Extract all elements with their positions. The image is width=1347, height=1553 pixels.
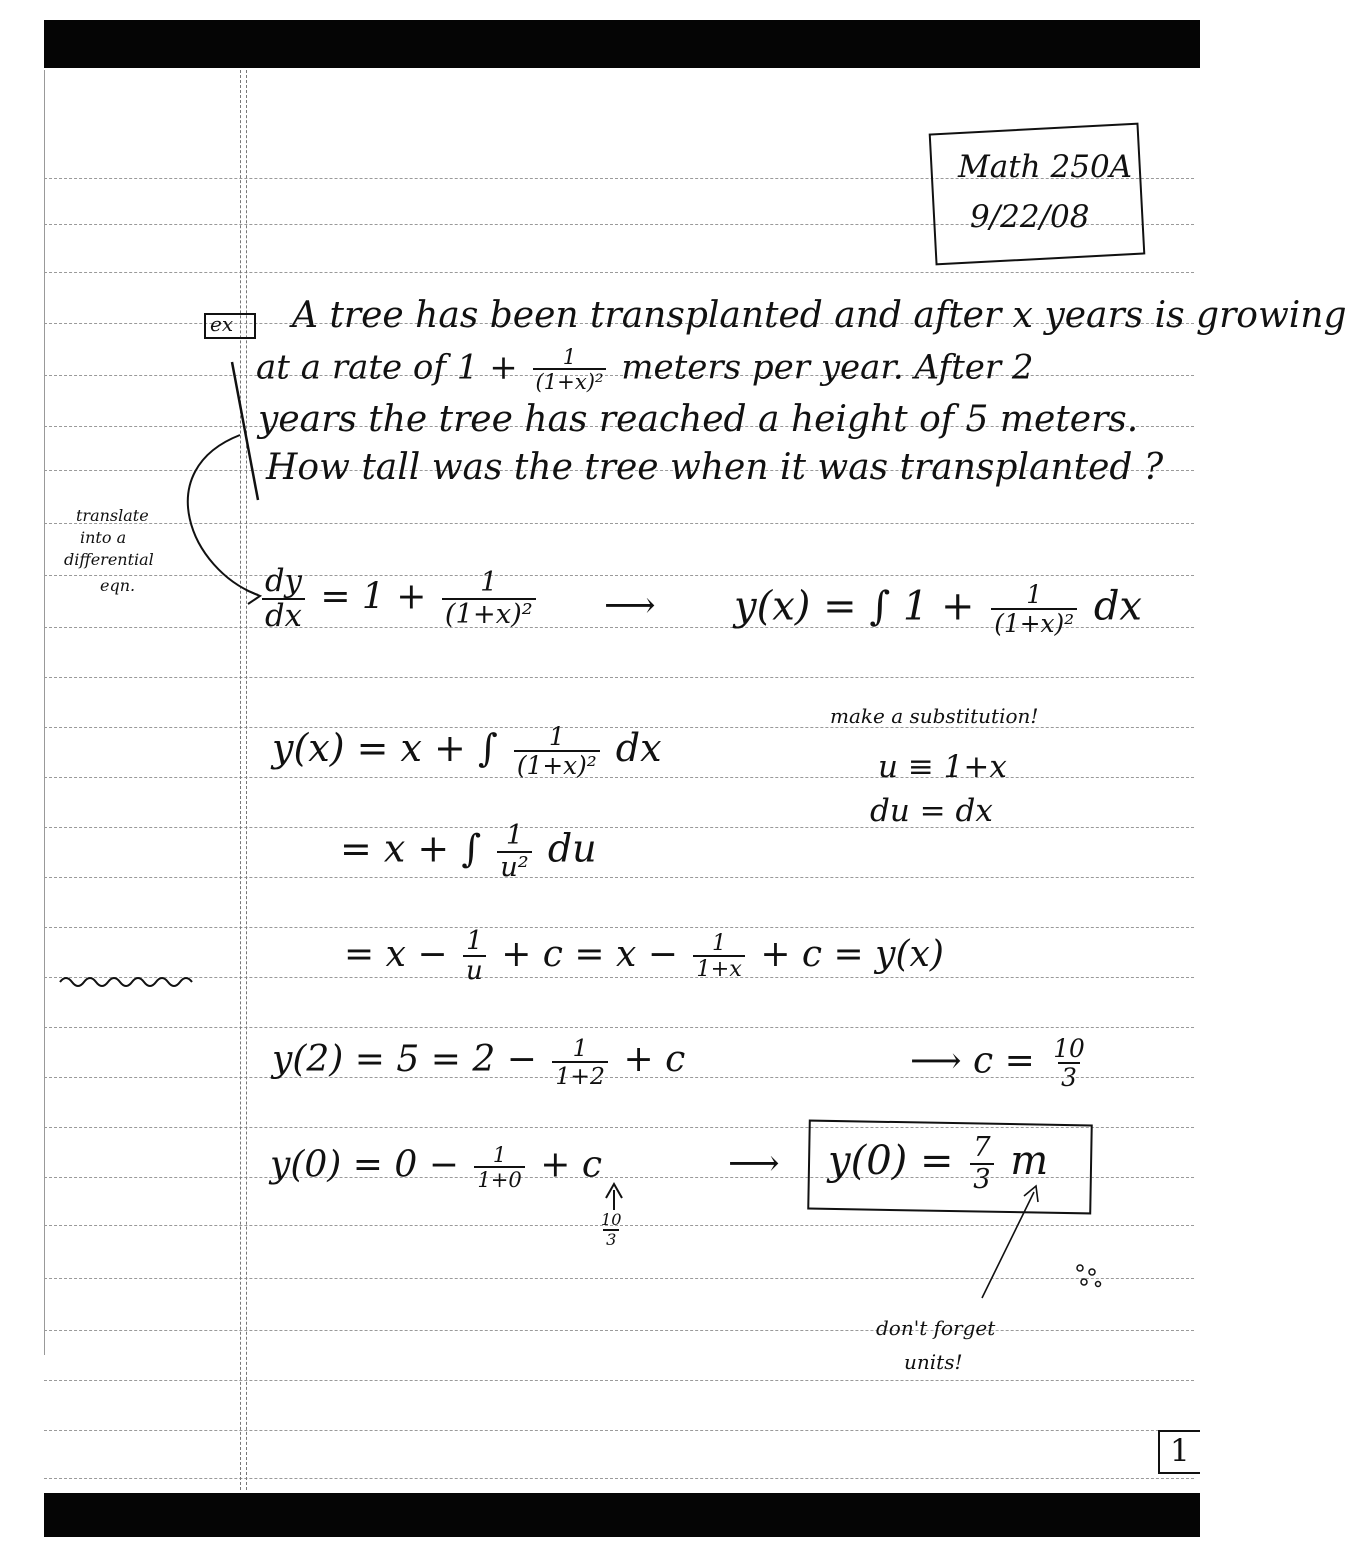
eq6-start: y(0) = 0 − [270, 1144, 459, 1186]
dydx-den: dx [262, 598, 305, 633]
squiggle-mark [60, 978, 192, 986]
problem-line-4: How tall was the tree when it was transplanted ? [266, 447, 1164, 488]
eq4-start: = x − [344, 933, 448, 975]
margin-note-line-1: translate [76, 506, 149, 525]
doodle-dot [1081, 1279, 1087, 1285]
doodle-dot [1077, 1265, 1083, 1271]
eq6-den: 1+0 [474, 1166, 524, 1191]
constant-arrow: ⟶ c = [910, 1040, 1035, 1082]
c-value-den: 3 [603, 1229, 619, 1249]
answer-unit: m [1010, 1138, 1049, 1185]
up-arrow-icon [606, 1184, 622, 1210]
course-title: Math 250A [958, 149, 1133, 185]
eq5-end: + c [623, 1039, 686, 1081]
doodle-dot [1089, 1269, 1095, 1275]
margin-note-line-3: differential [64, 550, 154, 569]
eq2-den: (1+x)² [514, 750, 600, 779]
date-label: 9/22/08 [970, 199, 1090, 235]
arrowhead-icon [246, 590, 260, 604]
eq1-rhs-num: 1 [1026, 580, 1043, 609]
eq5-start: y(2) = 5 = 2 − [272, 1039, 537, 1081]
eq5-den: 1+2 [552, 1061, 608, 1089]
pointer-arrow-icon [982, 1186, 1038, 1298]
eq4-num-2: 1 [712, 929, 727, 956]
eq1-fraction-den: (1+x)² [442, 598, 536, 630]
eq4-mid: + c = x − [501, 933, 678, 975]
problem-line-2-end: meters per year. After 2 [621, 347, 1034, 388]
constant-den: 3 [1058, 1062, 1080, 1091]
eq3-num: 1 [505, 820, 524, 851]
c-value-num: 10 [601, 1210, 622, 1229]
bracket-stroke [232, 362, 258, 500]
doodle-dot [1096, 1282, 1101, 1287]
eq3-end: du [547, 826, 597, 871]
page-number: 1 [1170, 1433, 1190, 1469]
substitution-u: u ≡ 1+x [878, 749, 1007, 785]
eq3-start: = x + ∫ [340, 826, 482, 871]
eq3-den: u² [497, 851, 532, 883]
substitution-note: make a substitution! [830, 704, 1039, 728]
answer-num: 7 [973, 1132, 991, 1163]
rate-fraction-den: (1+x)² [533, 368, 607, 393]
margin-note-line-2: into a [80, 528, 127, 547]
constant-num: 10 [1053, 1034, 1085, 1063]
arrow-icon: ⟶ [604, 585, 656, 626]
eq2-end: dx [615, 726, 662, 771]
dydx-num: dy [265, 564, 302, 599]
eq6-end: + c [540, 1144, 603, 1186]
eq2-num: 1 [548, 722, 565, 751]
eq4-den-2: 1+x [693, 955, 744, 981]
eq1-rhs-end: dx [1093, 583, 1142, 630]
problem-line-2-start: at a rate of 1 + [256, 347, 518, 388]
rate-fraction-num: 1 [562, 344, 577, 369]
eq2-start: y(x) = x + ∫ [272, 726, 498, 771]
eq5-num: 1 [572, 1034, 588, 1062]
problem-line-1: A tree has been transplanted and after x years is growing [292, 295, 1347, 336]
example-tag: ex [210, 312, 234, 336]
curved-arrow-icon [188, 435, 258, 595]
margin-note-line-4: eqn. [100, 576, 136, 595]
eq4-end: + c = y(x) [760, 933, 944, 975]
problem-line-3: years the tree has reached a height of 5 meters. [258, 399, 1139, 440]
eq1-rhs-den: (1+x)² [991, 608, 1077, 637]
eq1-rhs-start: y(x) = ∫ 1 + [734, 583, 975, 630]
answer-den: 3 [970, 1163, 993, 1195]
eq4-den: u [463, 955, 486, 985]
answer-start: y(0) = [828, 1138, 954, 1185]
arrow-icon: ⟶ [728, 1143, 780, 1184]
units-note-line-2: units! [904, 1350, 963, 1374]
eq1-fraction-num: 1 [480, 567, 498, 599]
units-note-line-1: don't forget [876, 1316, 996, 1340]
eq1-mid: = 1 + [320, 576, 427, 618]
substitution-du: du = dx [870, 793, 993, 829]
eq4-num: 1 [466, 926, 483, 956]
eq6-num: 1 [492, 1142, 507, 1167]
